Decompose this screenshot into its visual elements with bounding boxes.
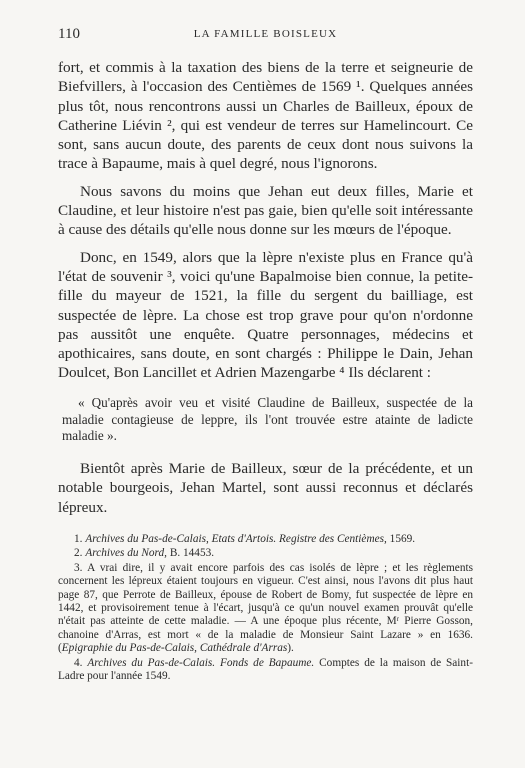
footnote-source: Archives du Pas-de-Calais, Etats d'Artois. Registre des Centièmes, [85, 533, 387, 546]
footnote [58, 657, 473, 684]
footnote-text: B. 14453. [167, 547, 215, 560]
page-body [58, 58, 473, 684]
footnote-source: Epigraphie du Pas-de-Calais, Cathédrale d'Arras [61, 642, 288, 655]
footnote-number: 1. [74, 533, 83, 546]
paragraph: fort, et commis à la taxation des biens de la terre et seigneurie de Biefvillers, à l'occasion des Centièmes de 1569 ¹. Quelques années plus tôt, nous rencontrons aussi un Charles de Bailleux, époux de Catherine Liévin ², qui est vendeur de terres sur Hamelincourt. Ce sont, sans aucun doute, des parents de ceux dont nous suivons la trace à Bapaume, mais à quel degré, nous l'ignorons. [58, 59, 473, 173]
footnotes [58, 533, 473, 683]
paragraph: Nous savons du moins que Jehan eut deux filles, Marie et Claudine, et leur histoire n'est pas gaie, bien qu'elle soit intéressante à cause des détails qu'elle nous donne sur les mœurs de l'époque. [58, 182, 473, 239]
footnote-source: Archives du Pas-de-Calais. Fonds de Bapaume. [87, 656, 315, 669]
footnote-text: Comptes de la maison de Saint-Ladre pour l'année 1549. [58, 656, 473, 683]
footnote-text: A vrai dire, il y avait encore parfois des cas isolés de lèpre ; et les règlements concernent les lépreux étaient toujours en vigueur. C'est ainsi, nous l'avons dit plus haut page 87, que Perrote de Bailleux, épouse de Robert de Bomy, fut suspectée de lèpre en 1442, et provisoirement tenue à l'écart, jusqu'à ce qu'un nouvel examen prouvât qu'elle n'était pas atteinte de cette maladie. — A une époque plus récente, Mʳ Pierre Gosson, chanoine d'Arras, est mort « de la maladie de Monsieur Saint Lazare » en 1636. ( [58, 561, 474, 655]
block-quote: « Qu'après avoir veu et visité Claudine de Bailleux, suspectée de la maladie contagieuse de leppre, ils l'ont trouvée estre atainte de ladicte maladie ». [62, 394, 473, 444]
running-title: LA FAMILLE BOISLEUX [193, 28, 338, 40]
footnote-number: 2. [74, 547, 83, 560]
page-number: 110 [58, 26, 80, 42]
footnote-number: 3. [74, 561, 83, 574]
paragraph: Bientôt après Marie de Bailleux, sœur de la précédente, et un notable bourgeois, Jehan Martel, sont aussi reconnus et déclarés lépreux. [58, 460, 473, 516]
footnote [58, 562, 473, 656]
footnote-source: Archives du Nord, [85, 547, 167, 560]
footnote-number: 4. [74, 656, 83, 669]
footnote-text: 1569. [386, 533, 416, 546]
page-header [58, 26, 473, 44]
footnote [58, 533, 473, 546]
footnote-text: ). [287, 642, 294, 655]
footnote [58, 547, 473, 560]
paragraph: Donc, en 1549, alors que la lèpre n'existe plus en France qu'à l'état de souvenir ³, voici qu'une Bapalmoise bien connue, la petite-fille du mayeur de 1521, la fille du sergent du bailliage, est suspectée de lèpre. La chose est trop grave pour qu'on n'ordonne pas aussitôt une enquête. Quatre personnages, médecins et apothicaires, sans doute, en sont chargés : Philippe le Dain, Jehan Doulcet, Bon Lancillet et Adrien Mazengarbe ⁴ Ils déclarent : [58, 248, 473, 382]
